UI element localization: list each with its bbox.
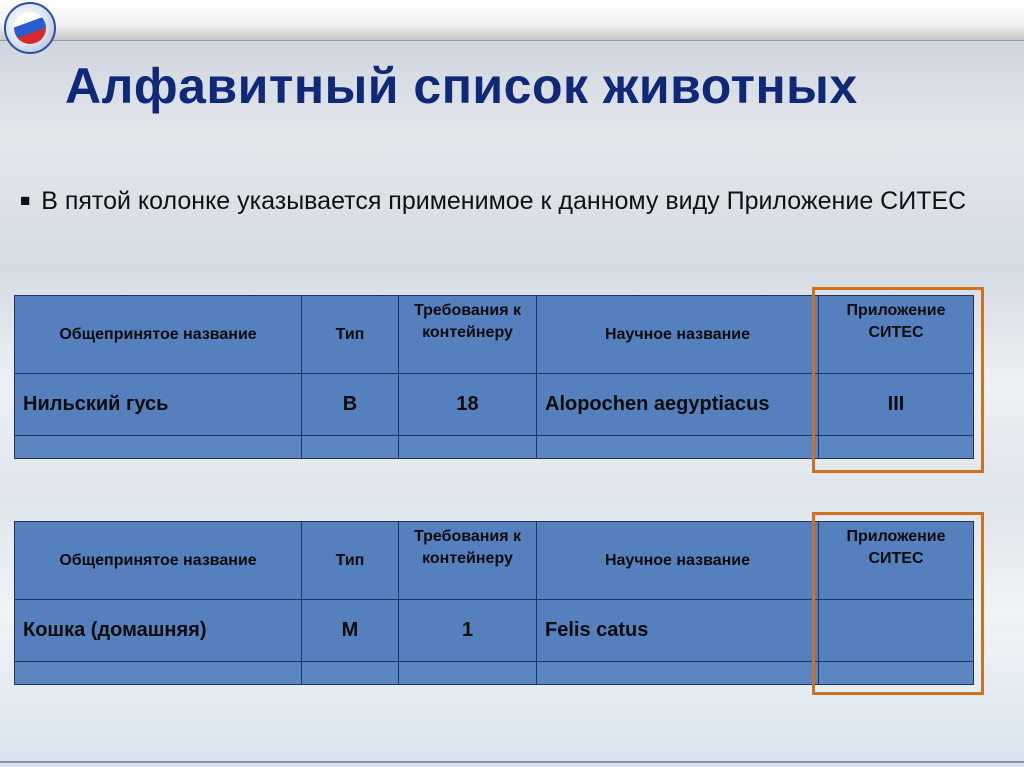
header-common-name: Общепринятое название — [15, 522, 302, 600]
cell-cites-appendix: III — [819, 374, 974, 436]
square-bullet-icon: ■ — [20, 191, 31, 210]
header-scientific-name: Научное название — [537, 522, 819, 600]
header-type: Тип — [302, 522, 399, 600]
header-cites-appendix: Приложение СИТЕС — [819, 522, 974, 600]
cites-column-highlight-2 — [812, 512, 984, 695]
cell-container-req: 1 — [399, 600, 537, 662]
cell-container-req: 18 — [399, 374, 537, 436]
cell-scientific-name: Alopochen aegyptiacus — [537, 374, 819, 436]
page-title: Алфавитный список животных — [65, 58, 858, 114]
header-cites-appendix: Приложение СИТЕС — [819, 296, 974, 374]
bullet-paragraph — [20, 184, 1010, 218]
header-scientific-name: Научное название — [537, 296, 819, 374]
top-bar — [0, 0, 1024, 41]
bullet-text: В пятой колонке указывается применимое к данному виду Приложение СИТЕС — [41, 187, 967, 215]
header-type: Тип — [302, 296, 399, 374]
cell-scientific-name: Felis catus — [537, 600, 819, 662]
cell-type: М — [302, 600, 399, 662]
header-common-name: Общепринятое название — [15, 296, 302, 374]
header-container-req: Требования к контейнеру — [399, 522, 537, 600]
cites-column-highlight-1 — [812, 287, 984, 473]
cell-common-name: Нильский гусь — [15, 374, 302, 436]
logo-icon — [4, 2, 56, 54]
header-container-req: Требования к контейнеру — [399, 296, 537, 374]
bottom-divider — [0, 761, 1024, 763]
cell-common-name: Кошка (домашняя) — [15, 600, 302, 662]
cell-type: В — [302, 374, 399, 436]
